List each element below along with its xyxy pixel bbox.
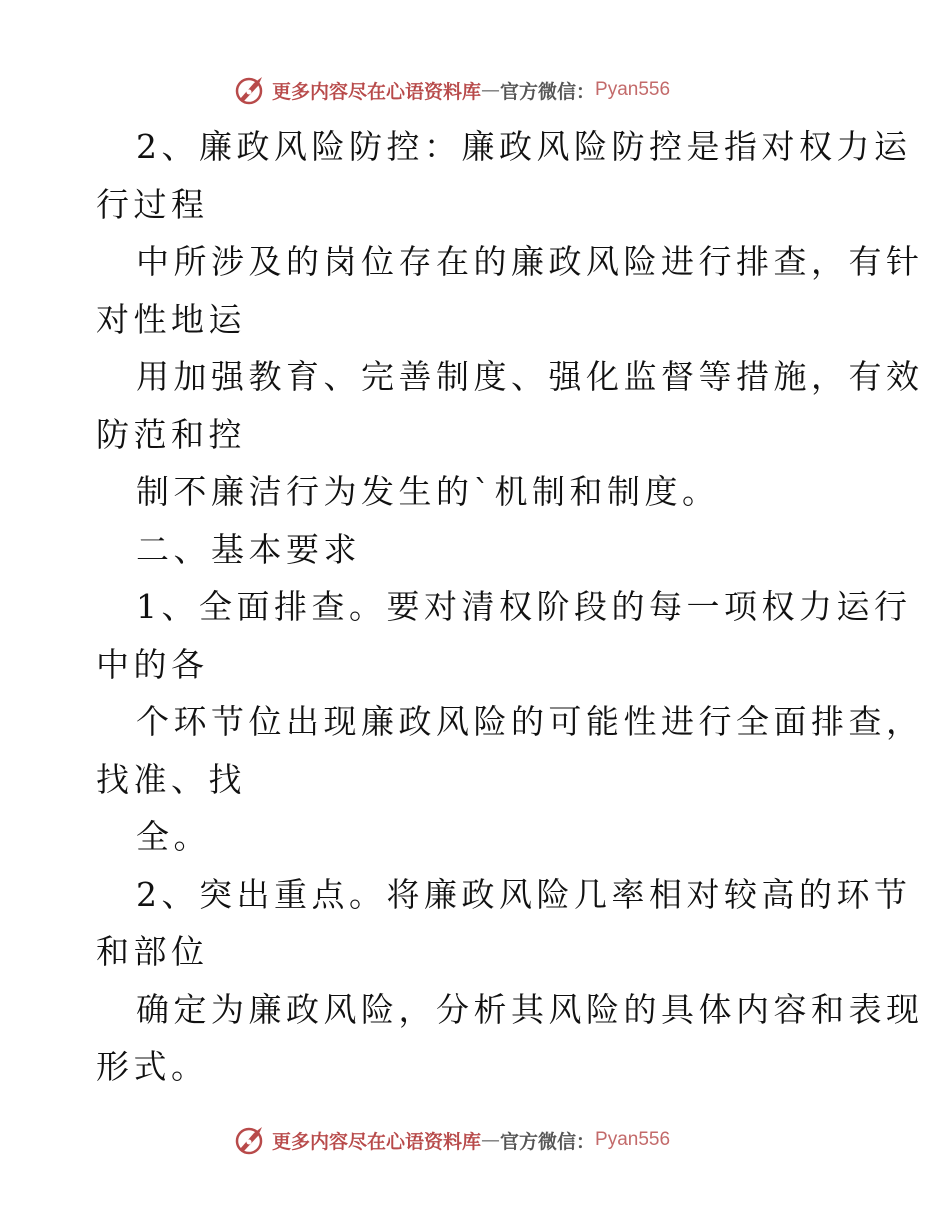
banner-wechat-id: Pyan556 <box>595 1129 671 1150</box>
banner-brand-text: 更多内容尽在心语资料库 <box>272 1130 482 1153</box>
text-line: 2、突出重点。将廉政风险几率相对较高的环节 <box>136 874 912 914</box>
text-line: 全。 <box>136 817 211 856</box>
section-heading: 二、基本要求 <box>136 529 361 569</box>
text-line: 2、廉政风险防控：廉政风险防控是指对权力运 <box>136 127 912 166</box>
banner-dash: — <box>481 1129 501 1151</box>
text-line: 行过程 <box>96 184 209 224</box>
text-line: 和部位 <box>96 932 209 971</box>
pen-nib-logo-icon <box>234 73 268 107</box>
text-line: 形式。 <box>96 1047 209 1086</box>
text-line: 防范和控 <box>96 414 246 454</box>
text-line: 中的各 <box>96 644 209 684</box>
banner-wechat-label: 官方微信： <box>500 80 596 103</box>
document-body <box>96 118 924 1096</box>
text-line: 对性地运 <box>96 299 246 339</box>
text-line: 制不廉洁行为发生的`机制和制度。 <box>136 472 720 511</box>
text-line: 1、全面排查。要对清权阶段的每一项权力运行 <box>136 587 912 626</box>
banner-dash: — <box>481 79 501 101</box>
text-line: 个环节位出现廉政风险的可能性进行全面排查， <box>136 702 924 741</box>
text-line: 找准、找 <box>96 759 246 799</box>
pen-nib-logo-icon <box>234 1123 268 1157</box>
text-line: 中所涉及的岗位存在的廉政风险进行排查，有针 <box>136 242 924 281</box>
banner-brand-text: 更多内容尽在心语资料库 <box>272 80 482 103</box>
text-line: 确定为廉政风险，分析其风险的具体内容和表现 <box>136 989 924 1029</box>
text-line: 用加强教育、完善制度、强化监督等措施，有效 <box>136 357 924 396</box>
banner-wechat-label: 官方微信： <box>500 1130 596 1153</box>
header-banner <box>234 72 670 108</box>
banner-wechat-id: Pyan556 <box>595 79 671 100</box>
footer-banner <box>234 1122 670 1158</box>
